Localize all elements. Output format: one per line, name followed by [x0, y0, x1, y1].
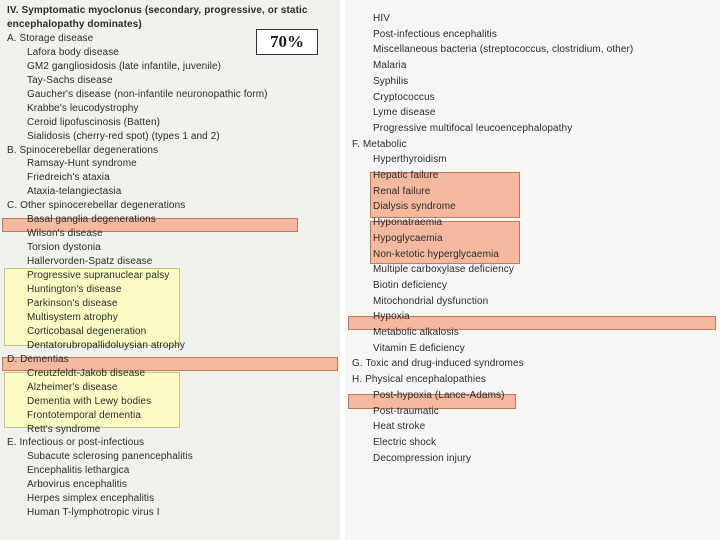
right-column-line: Cryptococcus	[373, 91, 435, 103]
left-column-line: Hallervorden-Spatz disease	[27, 256, 153, 268]
right-column-line: Hepatic failure	[373, 170, 439, 181]
left-column-line: GM2 gangliosidosis (late infantile, juvenile)	[27, 60, 222, 72]
right-column-line: Metabolic alkalosis	[373, 327, 459, 338]
right-column-line: Post-traumatic	[373, 405, 439, 417]
right-column-line: Mitochondrial dysfunction	[373, 295, 489, 307]
left-column-line: Multisystem atrophy	[27, 311, 118, 323]
right-column-line: Biotin deficiency	[373, 279, 447, 291]
left-column-line: Sialidosis (cherry-red spot) (types 1 and 2)	[27, 130, 220, 142]
left-column-line: Lafora body disease	[27, 46, 119, 58]
right-column-line: Lyme disease	[373, 107, 436, 119]
right-column-line: G. Toxic and drug-induced syndromes	[352, 358, 524, 370]
right-column-line: Post-infectious encephalitis	[373, 28, 497, 40]
right-column-line: Multiple carboxylase deficiency	[373, 264, 514, 276]
right-column-line: Renal failure	[373, 185, 431, 197]
left-column-line: Rett's syndrome	[27, 423, 101, 435]
left-column-line: Gaucher's disease (non-infantile neuronopathic form)	[27, 88, 268, 100]
left-column-line: Corticobasal degeneration	[27, 325, 147, 337]
left-column-line: Alzheimer's disease	[27, 381, 118, 393]
left-column-line: Human T-lymphotropic virus I	[27, 507, 160, 519]
left-column-line: C. Other spinocerebellar degenerations	[7, 200, 186, 212]
right-column-line: Hyponatraemia	[373, 217, 443, 229]
left-column-line: B. Spinocerebellar degenerations	[7, 144, 159, 156]
left-column-line: encephalopathy dominates)	[7, 18, 142, 30]
right-column-line: Vitamin E deficiency	[373, 342, 465, 354]
right-column-line: Post-hypoxia (Lance-Adams)	[373, 389, 505, 401]
left-column-line: Friedreich's ataxia	[27, 172, 110, 184]
right-column-line: F. Metabolic	[352, 138, 407, 150]
right-column-line: Electric shock	[373, 436, 437, 448]
left-column-line: Dentatorubropallidoluysian atrophy	[27, 339, 185, 351]
left-column-line: Ceroid lipofuscinosis (Batten)	[27, 116, 161, 128]
left-column-line: Tay-Sachs disease	[27, 74, 113, 86]
left-column-line: Creutzfeldt-Jakob disease	[27, 367, 146, 379]
left-column-line: Krabbe's leucodystrophy	[27, 102, 139, 114]
left-column-line: E. Infectious or post-infectious	[7, 437, 145, 449]
left-column-line: Dementia with Lewy bodies	[27, 395, 152, 407]
right-column-line: Miscellaneous bacteria (streptococcus, clostridium, other)	[373, 44, 634, 56]
left-column-line: Ramsay-Hunt syndrome	[27, 158, 137, 170]
right-column-line: Progressive multifocal leucoencephalopathy	[373, 122, 573, 134]
left-column-line: Torsion dystonia	[27, 242, 101, 254]
right-column-line: Decompression injury	[373, 452, 472, 464]
right-column-line: Heat stroke	[373, 421, 426, 433]
left-column-line: Wilson's disease	[27, 228, 103, 240]
left-column-line: Parkinson's disease	[27, 297, 118, 309]
percentage-badge: 70%	[256, 29, 318, 55]
right-column-line: Hypoxia	[373, 311, 410, 323]
left-column-line: Encephalitis lethargica	[27, 465, 130, 477]
left-column-line: IV. Symptomatic myoclonus (secondary, progressive, or static	[7, 5, 308, 16]
left-column-line: Subacute sclerosing panencephalitis	[27, 451, 193, 463]
right-column-line: Dialysis syndrome	[373, 201, 456, 213]
right-column-line: Malaria	[373, 60, 407, 72]
left-column-line: Arbovirus encephalitis	[27, 479, 128, 491]
left-column-line: D. Dementias	[7, 353, 69, 365]
right-column-line: H. Physical encephalopathies	[352, 374, 486, 386]
right-column-line: Non-ketotic hyperglycaemia	[373, 248, 499, 260]
right-column-line: Hypoglycaemia	[373, 232, 443, 244]
left-column-line: Herpes simplex encephalitis	[27, 493, 155, 505]
left-column-line: Frontotemporal dementia	[27, 409, 142, 421]
left-column-line: Basal ganglia degenerations	[27, 214, 156, 226]
left-column-line: Progressive supranuclear palsy	[27, 270, 170, 282]
right-column-line: Syphilis	[373, 75, 409, 87]
right-column-line: Hyperthyroidism	[373, 154, 447, 166]
left-column-line: A. Storage disease	[7, 32, 94, 44]
left-column-line: Huntington's disease	[27, 284, 122, 295]
right-column-line: HIV	[373, 13, 390, 24]
left-column-line: Ataxia-telangiectasia	[27, 186, 122, 198]
